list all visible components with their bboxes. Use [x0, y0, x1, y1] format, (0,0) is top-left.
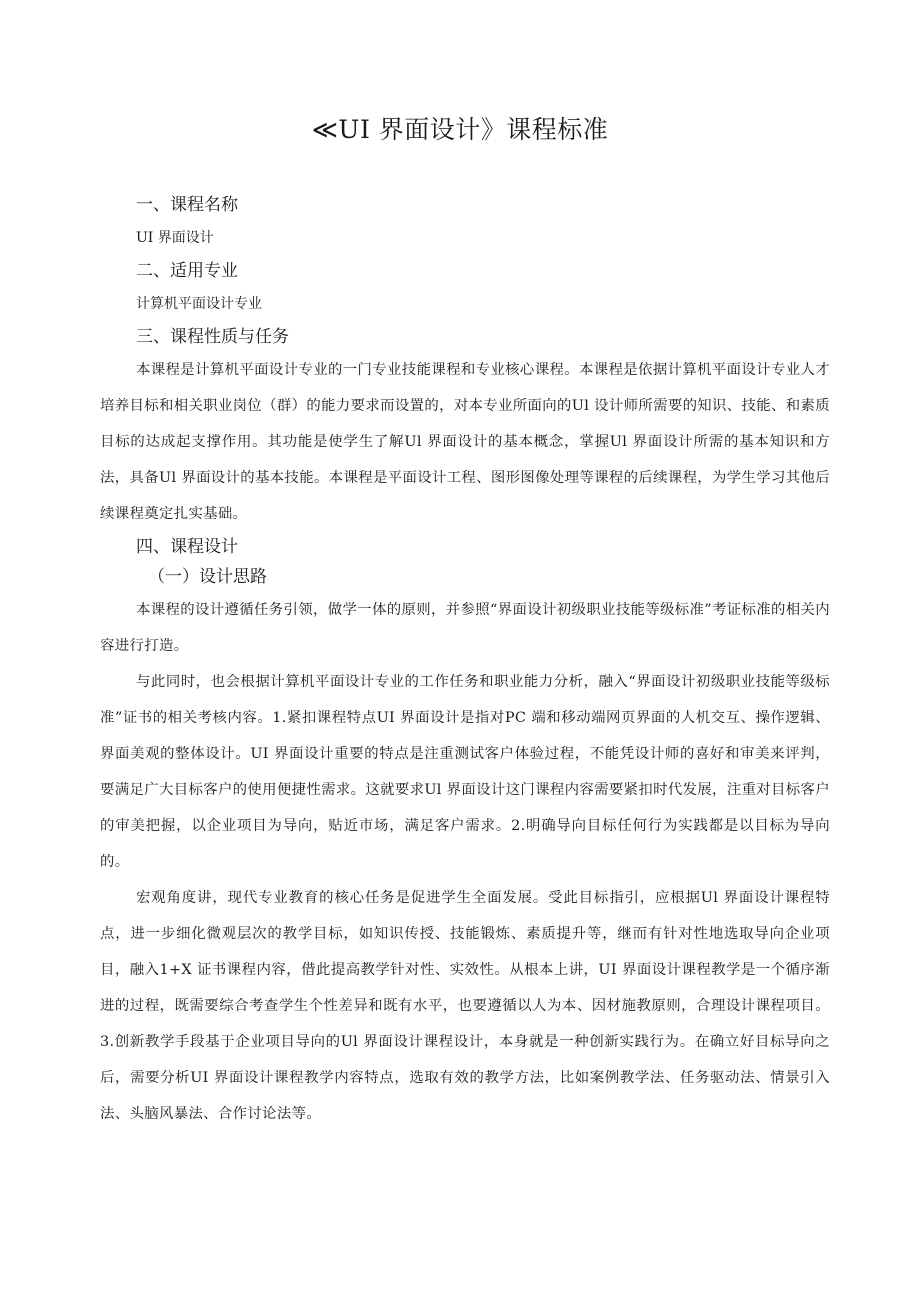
nature-paragraph: 本课程是计算机平面设计专业的一门专业技能课程和专业核心课程。本课程是依据计算机平面设计专业人才培养目标和相关职业岗位（群）的能力要求而设置的，对本专业所面向的Ul 设计师所需要的知识、技能、和素质目标的达成起支撑作用。其功能是使学生了解Ul 界面设计的基本概念，掌握Ul 界面设计所需的基本知识和方法，具备Ul 界面设计的基本技能。本课程是平面设计工程、图形图像处理等课程的后续课程，为学生学习其他后续课程奠定扎实基础。 [100, 362, 830, 522]
section-heading-nature: 三、课程性质与任务 [136, 327, 289, 347]
section-heading-course-name: 一、课程名称 [136, 195, 238, 215]
document-body [100, 190, 830, 1132]
subsection-heading-design-idea: （一）设计思路 [148, 567, 267, 587]
design-paragraph-2: 与此同时，也会根据计算机平面设计专业的工作任务和职业能力分析，融入“界面设计初级职业技能等级标准”证书的相关考核内容。1.紧扣课程特点UI 界面设计是指对PC 端和移动端网页界面的人机交互、操作逻辑、界面美观的整体设计。UI 界面设计重要的特点是注重测试客户体验过程，不能凭设计师的喜好和审美来评判，要满足广大目标客户的使用便捷性需求。这就要求Ul 界面设计这门课程内容需要紧扣时代发展，注重对目标客户的审美把握，以企业项目为导向，贴近市场，满足客户需求。2.明确导向目标任何行为实践都是以目标为导向的。 [100, 674, 830, 870]
document-title: ≪UI 界面设计》课程标准 [311, 115, 609, 144]
design-paragraph-3: 宏观角度讲，现代专业教育的核心任务是促进学生全面发展。受此目标指引，应根据Ul 界面设计课程特点，进一步细化微观层次的教学目标，如知识传授、技能锻炼、素质提升等，继而有针对性地选取导向企业项目，融入1+X 证书课程内容，借此提高教学针对性、实效性。从根本上讲，UI 界面设计课程教学是一个循序渐进的过程，既需要综合考查学生个性差异和既有水平，也要遵循以人为本、因材施教原则，合理设计课程项目。3.创新教学手段基于企业项目导向的Ul 界面设计课程设计，本身就是一种创新实践行为。在确立好目标导向之后，需要分析UI 界面设计课程教学内容特点，选取有效的教学方法，比如案例教学法、任务驱动法、情景引入法、头脑风暴法、合作讨论法等。 [100, 890, 830, 1122]
major-text: 计算机平面设计专业 [136, 296, 262, 312]
section-heading-major: 二、适用专业 [136, 261, 238, 281]
design-paragraph-1: 本课程的设计遵循任务引领，做学一体的原则，并参照“界面设计初级职业技能等级标准”考证标准的相关内容进行打造。 [100, 602, 830, 654]
course-name-text: UI 界面设计 [136, 230, 214, 246]
section-heading-design: 四、课程设计 [136, 537, 238, 557]
